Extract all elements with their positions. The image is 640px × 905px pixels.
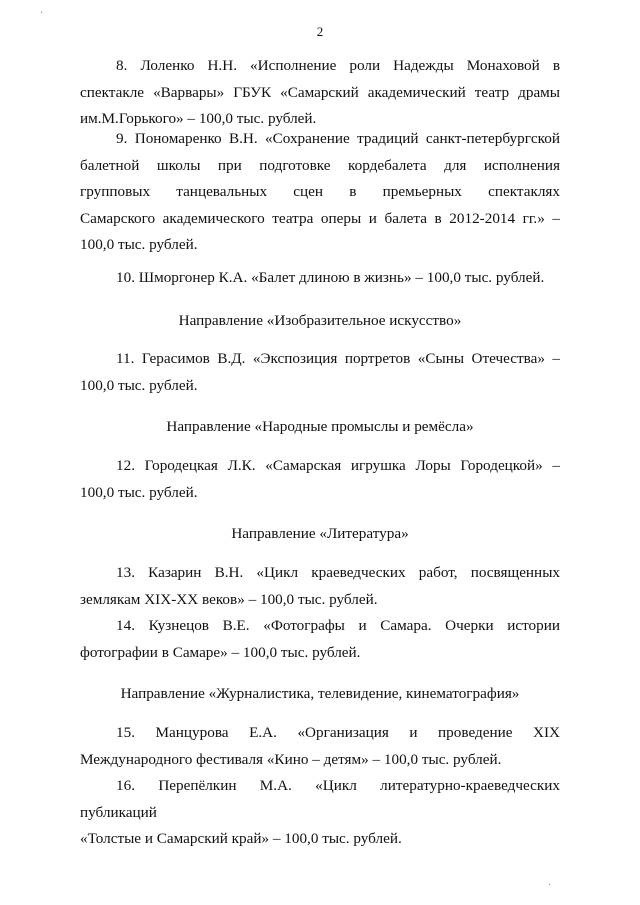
section-heading bbox=[80, 681, 560, 707]
text-line: Самарского академического театра оперы и балета в 2012-2014 гг.» – bbox=[80, 209, 560, 227]
list-item bbox=[80, 265, 560, 292]
list-item bbox=[80, 720, 560, 773]
list-item bbox=[80, 560, 560, 613]
section-heading-text: Направление «Изобразительное искусство» bbox=[178, 312, 462, 329]
list-item bbox=[80, 773, 560, 853]
text-line: 11. Герасимов В.Д. «Экспозиция портретов «Сыны Отечества» – bbox=[116, 350, 560, 367]
text-line: 9. Пономаренко В.Н. «Сохранение традиций санкт-петербургской bbox=[116, 130, 560, 147]
text-line: 100,0 тыс. рублей. bbox=[80, 483, 198, 501]
text-line: 8. Лоленко Н.Н. «Исполнение роли Надежды Монаховой в bbox=[116, 57, 560, 74]
section-heading bbox=[80, 521, 560, 547]
text-line: фотографии в Самаре» – 100,0 тыс. рублей. bbox=[80, 643, 361, 661]
scan-mark: · bbox=[40, 8, 44, 19]
scan-mark: · bbox=[548, 880, 552, 891]
text-line: групповых танцевальных сцен в премьерных спектаклях bbox=[80, 183, 560, 200]
text-line: 15. Манцурова Е.А. «Организация и проведение XIX bbox=[116, 724, 560, 741]
page-number: 2 bbox=[316, 24, 324, 39]
text-line: спектакле «Варвары» ГБУК «Самарский академический театр драмы bbox=[80, 83, 560, 101]
text-line: 100,0 тыс. рублей. bbox=[80, 376, 198, 394]
section-heading bbox=[80, 414, 560, 440]
text-line: 13. Казарин В.Н. «Цикл краеведческих работ, посвященных bbox=[116, 564, 560, 581]
list-item bbox=[80, 126, 560, 259]
section-heading-text: Направление «Журналистика, телевидение, кинематография» bbox=[120, 685, 520, 702]
section-heading-text: Направление «Народные промыслы и ремёсла» bbox=[166, 418, 474, 435]
text-line: Международного фестиваля «Кино – детям» – 100,0 тыс. рублей. bbox=[80, 750, 502, 768]
list-item bbox=[80, 613, 560, 666]
section-heading-text: Направление «Литература» bbox=[231, 525, 409, 542]
text-line: 14. Кузнецов В.Е. «Фотографы и Самара. Очерки истории bbox=[116, 617, 560, 634]
text-line: «Толстые и Самарский край» – 100,0 тыс. рублей. bbox=[80, 830, 402, 847]
list-item bbox=[80, 346, 560, 399]
text-line: землякам XIX-XX веков» – 100,0 тыс. рублей. bbox=[80, 590, 378, 608]
section-heading bbox=[80, 308, 560, 334]
text-line: им.М.Горького» – 100,0 тыс. рублей. bbox=[80, 110, 317, 127]
text-line: 12. Городецкая Л.К. «Самарская игрушка Лоры Городецкой» – bbox=[116, 457, 560, 474]
text-line: 16. Перепёлкин М.А. «Цикл литературно-краеведческих публикаций bbox=[80, 777, 560, 821]
text-line: 10. Шморгонер К.А. «Балет длиною в жизнь» – 100,0 тыс. рублей. bbox=[116, 269, 545, 286]
list-item bbox=[80, 453, 560, 506]
list-item bbox=[80, 53, 560, 133]
text-line: балетной школы при подготовке кордебалета для исполнения bbox=[80, 156, 560, 174]
text-line: 100,0 тыс. рублей. bbox=[80, 236, 198, 253]
